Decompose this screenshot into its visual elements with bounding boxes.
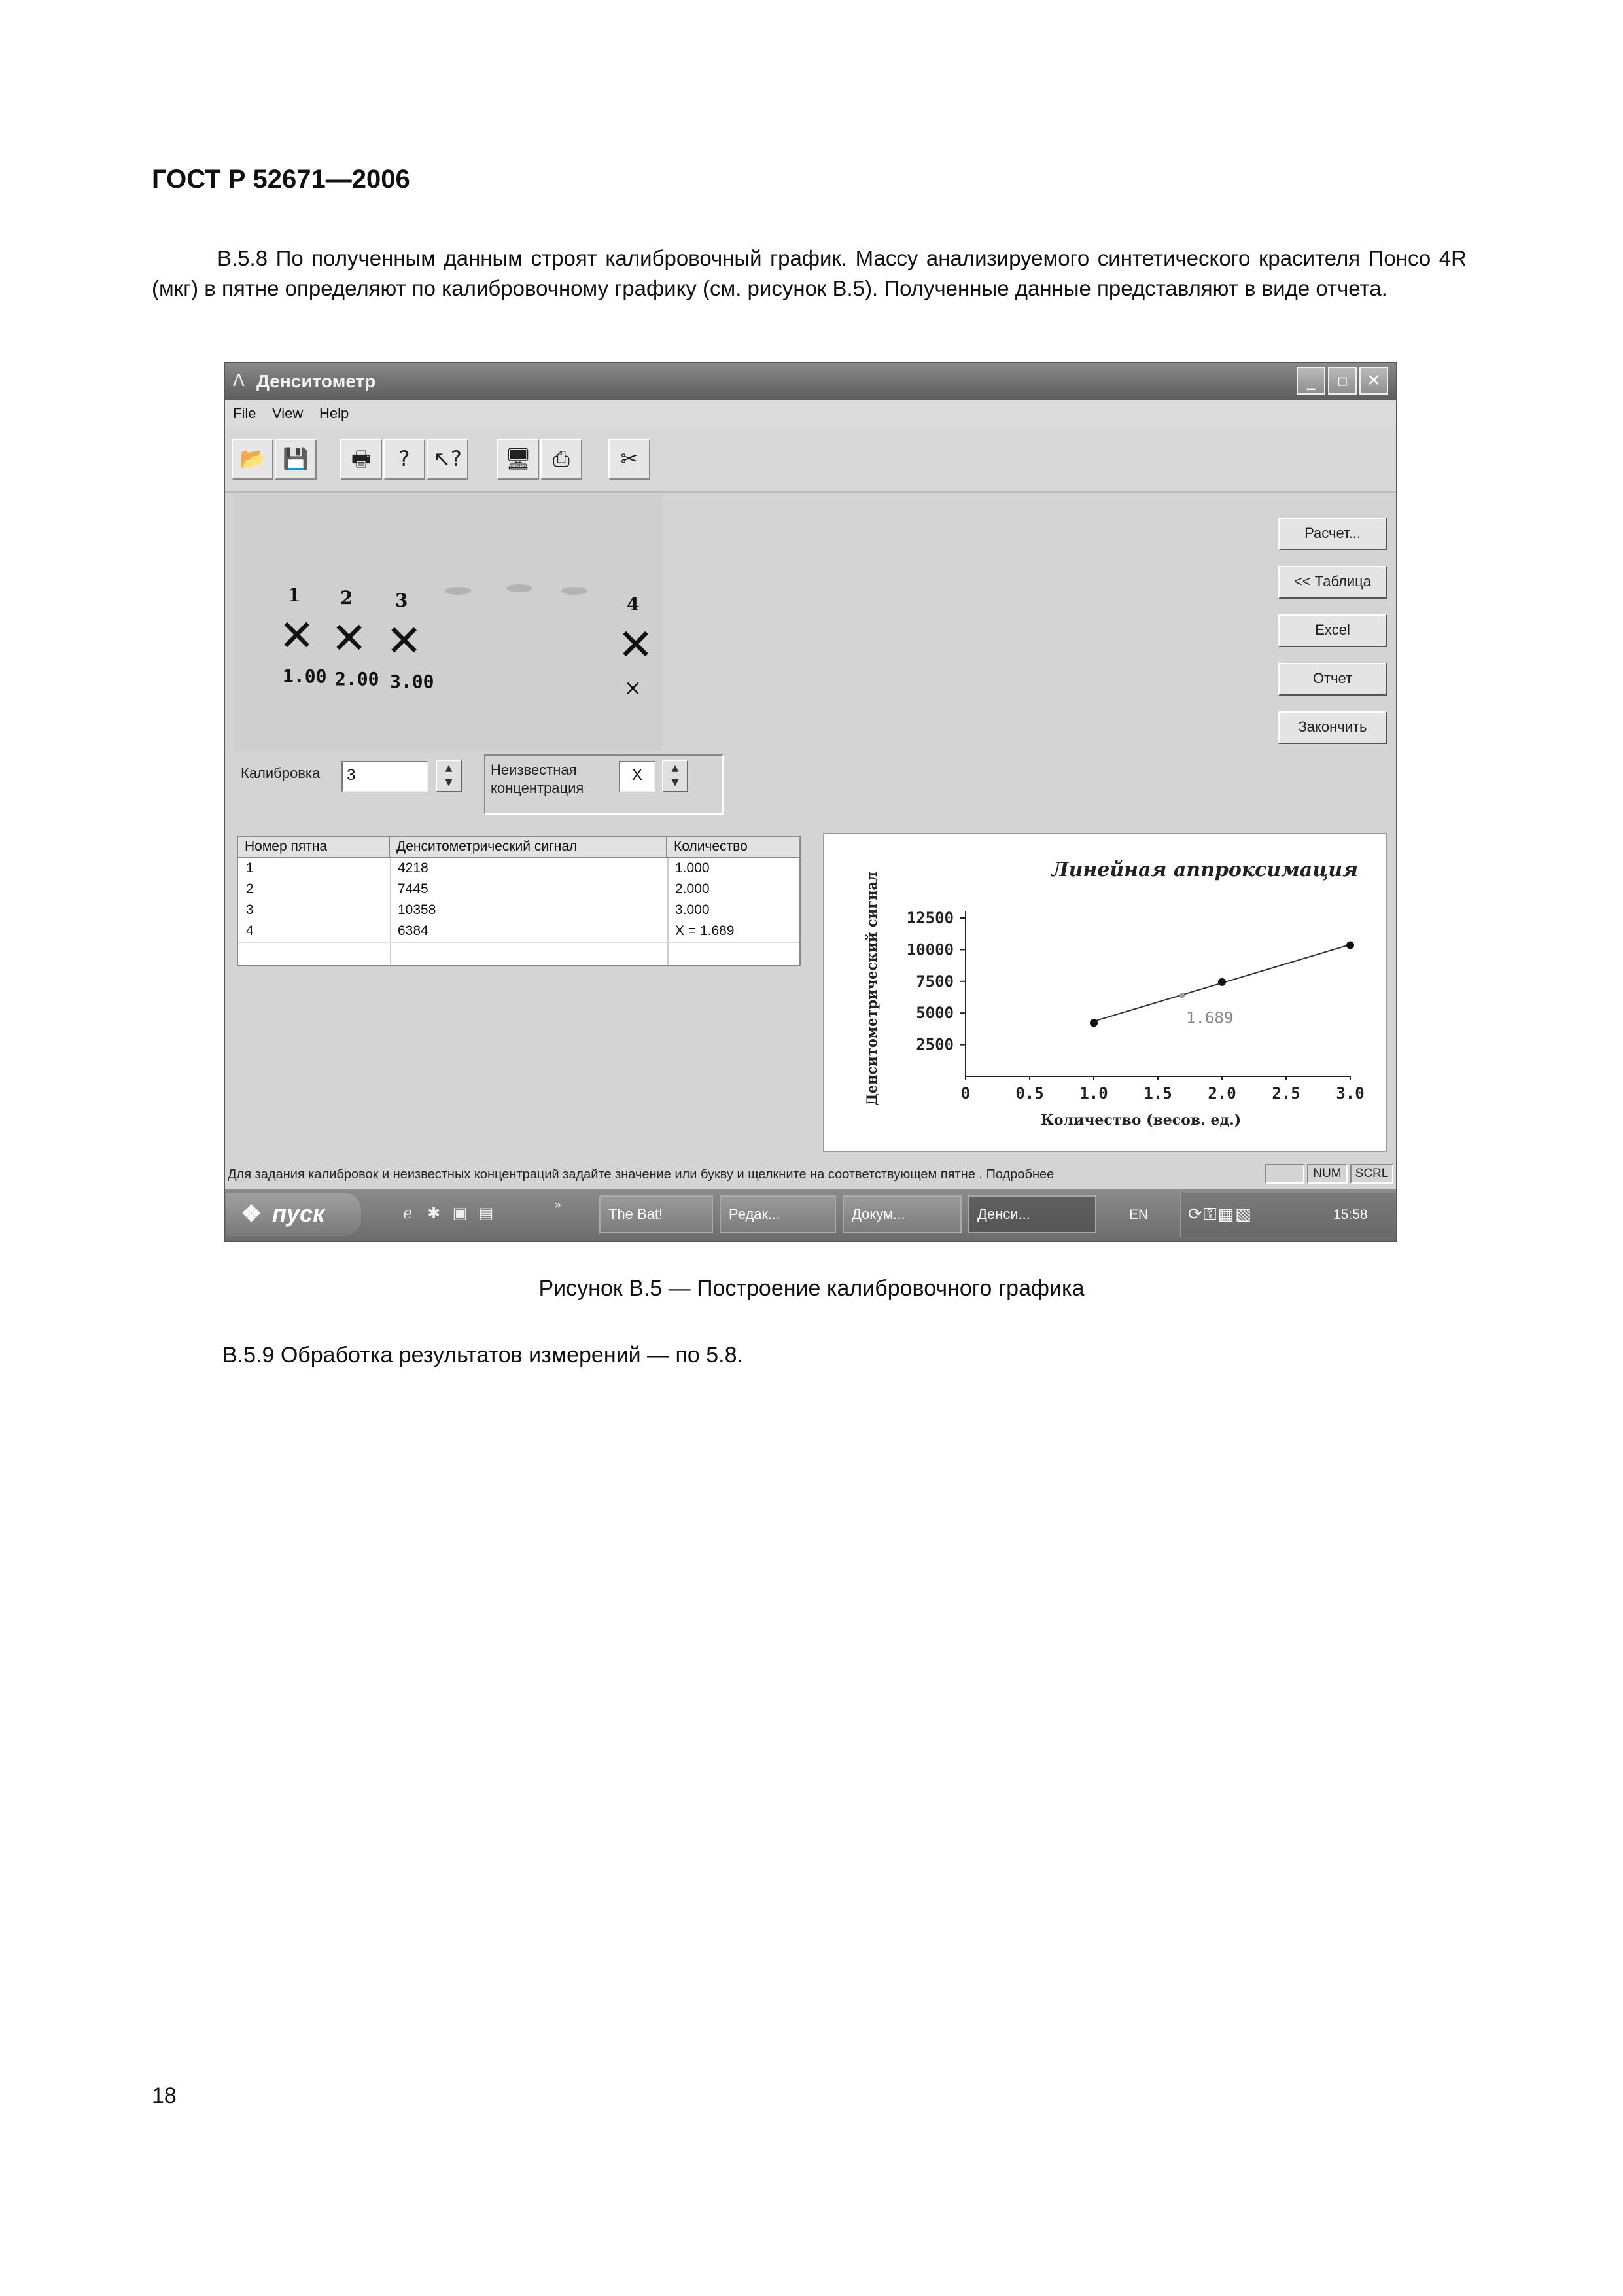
status-bar [225,1163,1396,1186]
media-icon[interactable]: ▣ [452,1204,468,1222]
spot-number: 1 [288,584,301,606]
table-cell: 2.000 [675,881,710,896]
app-icon: Ʌ [233,371,245,391]
table-row[interactable] [238,879,799,900]
paragraph-b58 [152,243,1467,304]
cut-icon[interactable]: ✂ [608,439,650,480]
menu-bar [225,400,1396,426]
disk-icon[interactable]: ▤ [478,1204,494,1222]
table-row[interactable] [238,900,799,921]
toolbar [225,426,1396,493]
spot-marker[interactable]: ✕ [331,613,368,663]
x-tick-label: 3.0 [1336,1084,1365,1103]
tray-icons[interactable]: ⟳⚿▦▧ [1188,1205,1253,1224]
scan-icon[interactable]: ⎙ [540,439,582,480]
y-tick-label: 2500 [916,1035,954,1054]
menu-help[interactable]: Help [319,405,349,421]
results-table [237,836,801,966]
unknown-point [1179,993,1185,998]
spot-value: 2.00 [335,668,379,690]
x-tick-label: 2.0 [1208,1084,1236,1103]
num-indicator: NUM [1307,1164,1348,1184]
spot-marker[interactable]: ✕ [386,616,423,666]
status-blank [1265,1164,1304,1184]
chevron-right-icon[interactable]: » [554,1198,562,1212]
data-point [1090,1019,1098,1027]
clock: 15:58 [1333,1207,1368,1222]
spot-number: 4 [627,593,640,615]
table-cell: 3.000 [675,902,710,917]
table-row[interactable] [238,858,799,879]
spot-marker[interactable]: ✕ [618,620,654,670]
unknown-label [491,761,584,798]
x-tick-label: 0.5 [1015,1084,1044,1103]
task-densitometer[interactable]: Денси... [968,1195,1096,1233]
figure-caption: Рисунок В.5 — Построение калибровочного графика [538,1276,1085,1301]
faint-spot [506,584,532,592]
help-icon[interactable]: ? [383,439,425,480]
task-the-bat[interactable]: The Bat! [599,1195,713,1233]
faint-spot [561,587,587,595]
calibration-chart [823,833,1387,1152]
unknown-label-line1: Неизвестная [491,762,577,778]
quicklaunch-icon[interactable]: ✱ [427,1204,441,1222]
window-title: Денситометр [256,371,376,391]
calc-button[interactable]: Расчет... [1278,518,1387,550]
table-cell: 2 [246,881,254,896]
unknown-label-line2: концентрация [491,780,584,796]
data-point [1346,941,1354,949]
whats-this-icon[interactable]: ↖? [427,439,468,480]
data-point [1218,978,1226,986]
table-cell: 4218 [398,860,428,875]
x-tick-label: 0 [960,1084,971,1103]
print-icon[interactable]: 🖶 [340,439,382,480]
column-header[interactable]: Количество [667,837,799,858]
paragraph-b59: В.5.9 Обработка результатов измерений — по 5.8. [222,1343,743,1368]
system-tray [1180,1193,1395,1237]
taskbar [225,1189,1396,1241]
finish-button[interactable]: Закончить [1278,711,1387,744]
task-editor[interactable]: Редак... [720,1195,836,1233]
unknown-point-label: 1.689 [1186,1008,1234,1027]
x-tick-label: 2.5 [1272,1084,1300,1103]
chart-svg [824,834,1386,1151]
task-document[interactable]: Докум... [843,1195,962,1233]
table-cell: 7445 [398,881,428,896]
ie-icon[interactable]: ℯ [402,1204,413,1222]
table-cell: 4 [246,923,254,938]
report-button[interactable]: Отчет [1278,663,1387,696]
table-button[interactable]: << Таблица [1278,566,1387,599]
x-tick-label: 1.0 [1079,1084,1108,1103]
table-cell: X = 1.689 [675,923,735,938]
y-axis-label: Денситометрический сигнал [864,872,880,1106]
y-tick-label: 12500 [906,909,954,927]
calibration-spinner[interactable]: ▲ ▼ [436,760,462,792]
spot-value: 1.00 [283,665,327,687]
x-tick-label: 1.5 [1143,1084,1172,1103]
page-number: 18 [152,2083,177,2108]
densitometer-window [224,362,1397,1242]
table-cell: 10358 [398,902,436,917]
paragraph-text: В.5.8 По полученным данным строят калибровочный график. Массу анализируемого синтетического красителя Понсо 4R (мкг) в пятне определяют по калибровочному графику (см. рисунок В.5). Полученные данные представляют в виде отчета. [152,246,1467,300]
x-axis-label: Количество (весов. ед.) [1040,1112,1242,1129]
monitor-icon[interactable]: 🖥 [497,439,539,480]
minimize-button[interactable]: _ [1297,367,1325,395]
chart-title: Линейная аппроксимация [1051,858,1358,881]
menu-view[interactable]: View [272,405,304,421]
y-tick-label: 10000 [906,940,954,959]
calibration-label: Калибровка [241,765,321,781]
table-cell: 3 [246,902,254,917]
scrl-indicator: SCRL [1350,1164,1393,1184]
tlc-plate-image[interactable] [234,495,662,751]
windows-logo-icon: ❖ [241,1200,262,1227]
start-label: пуск [272,1200,325,1227]
table-row[interactable] [238,921,799,942]
close-button[interactable]: ✕ [1359,367,1388,395]
y-tick-label: 7500 [916,972,954,991]
title-bar [225,363,1396,400]
spot-value[interactable]: × [624,675,642,700]
start-button[interactable] [226,1193,361,1236]
y-tick-label: 5000 [916,1004,954,1023]
spot-marker[interactable]: ✕ [279,610,315,661]
unknown-input[interactable]: X [619,761,655,792]
column-header[interactable]: Номер пятна [238,837,390,858]
table-cell: 1 [246,860,254,875]
spot-value: 3.00 [390,671,434,692]
spot-number: 2 [340,587,353,609]
table-cell: 6384 [398,923,428,938]
language-indicator[interactable]: EN [1129,1207,1149,1222]
open-icon[interactable]: 📂 [232,439,273,480]
unknown-spinner[interactable]: ▲ ▼ [662,760,688,792]
excel-button[interactable]: Excel [1278,614,1387,647]
maximize-button[interactable]: ▫ [1328,367,1357,395]
calibration-input[interactable]: 3 [341,761,428,792]
table-cell: 1.000 [675,860,710,875]
save-icon[interactable]: 💾 [275,439,317,480]
status-text: Для задания калибровок и неизвестных концентраций задайте значение или букву и щелкните на соответствующем пятне . Подробнее [228,1167,1055,1182]
column-header[interactable]: Денситометрический сигнал [390,837,667,858]
menu-file[interactable]: File [233,405,256,421]
spot-number: 3 [395,590,408,611]
document-header: ГОСТ Р 52671—2006 [152,165,410,194]
faint-spot [445,587,471,595]
